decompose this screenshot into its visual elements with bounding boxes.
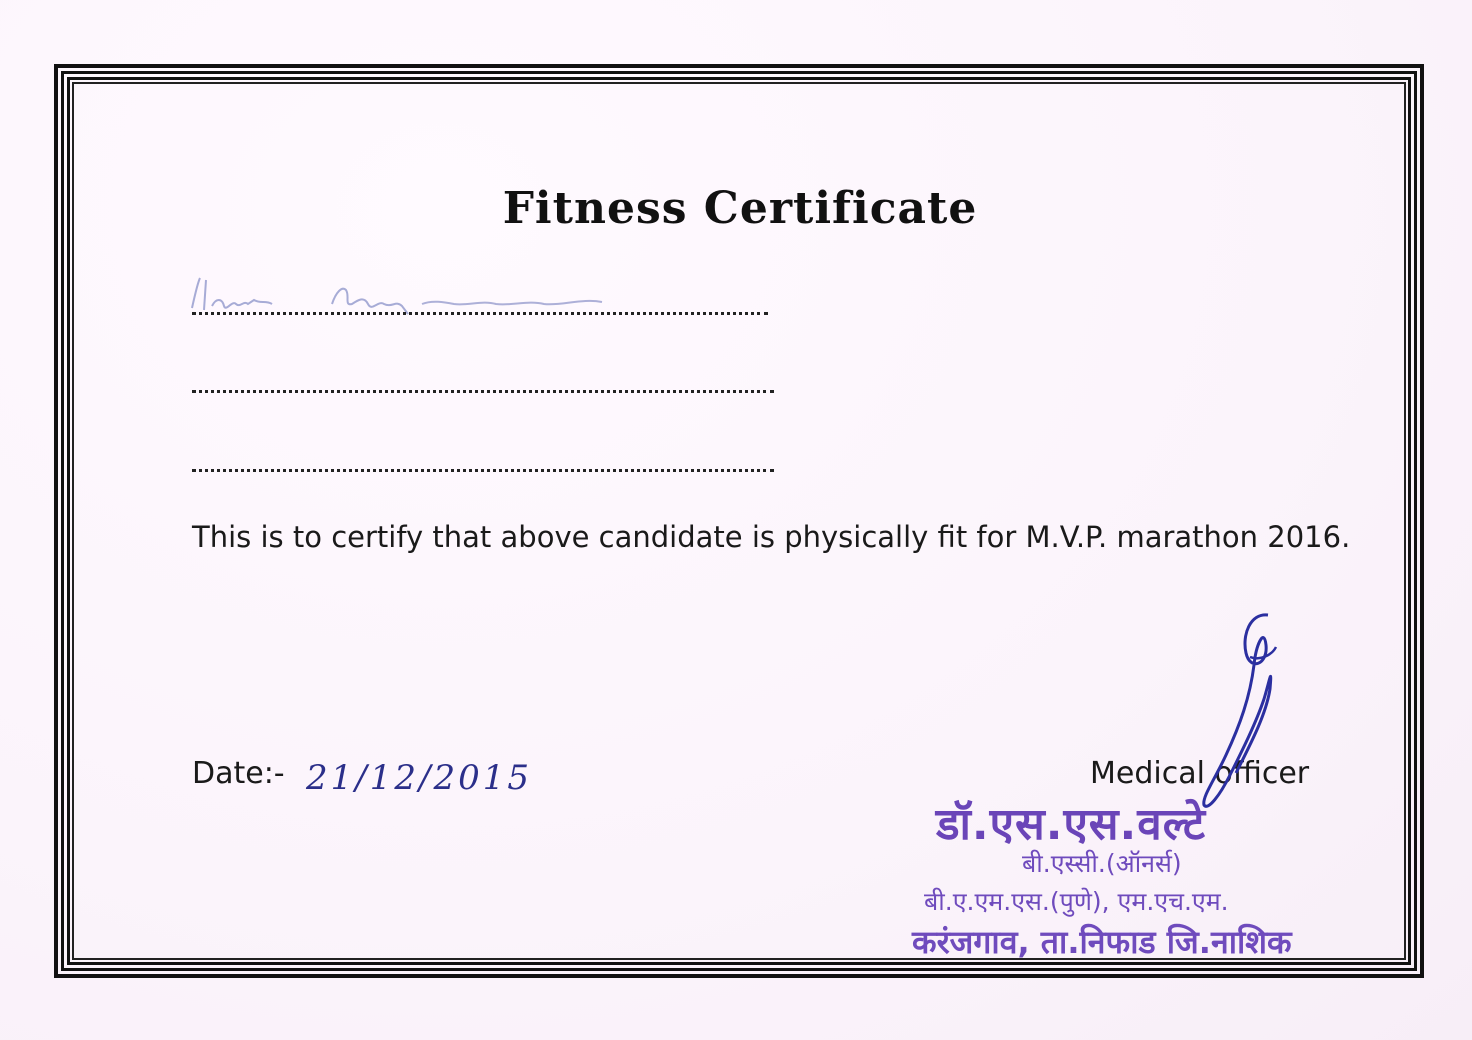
stamp-degree-line-1: बी.एस्सी.(ऑनर्स) — [1022, 849, 1182, 878]
candidate-line-3 — [192, 469, 774, 472]
candidate-line-2 — [192, 390, 774, 393]
handwritten-candidate-name — [182, 270, 642, 318]
date-label: Date:- — [192, 756, 285, 791]
stamp-address: करंजगाव, ता.निफाड जि.नाशिक — [912, 923, 1292, 961]
stamp-doctor-name: डॉ.एस.एस.वल्टे — [936, 799, 1207, 850]
signature — [1180, 605, 1290, 810]
certification-statement: This is to certify that above candidate is physically fit for M.V.P. marathon 2016. — [192, 520, 1351, 554]
medical-officer-label: Medical officer — [1090, 756, 1310, 791]
certificate-title: Fitness Certificate — [502, 183, 978, 234]
stamp-degree-line-2: बी.ए.एम.एस.(पुणे), एम.एच.एम. — [924, 887, 1229, 916]
handwritten-date: 21/12/2015 — [306, 758, 532, 798]
candidate-line-1 — [192, 312, 768, 315]
